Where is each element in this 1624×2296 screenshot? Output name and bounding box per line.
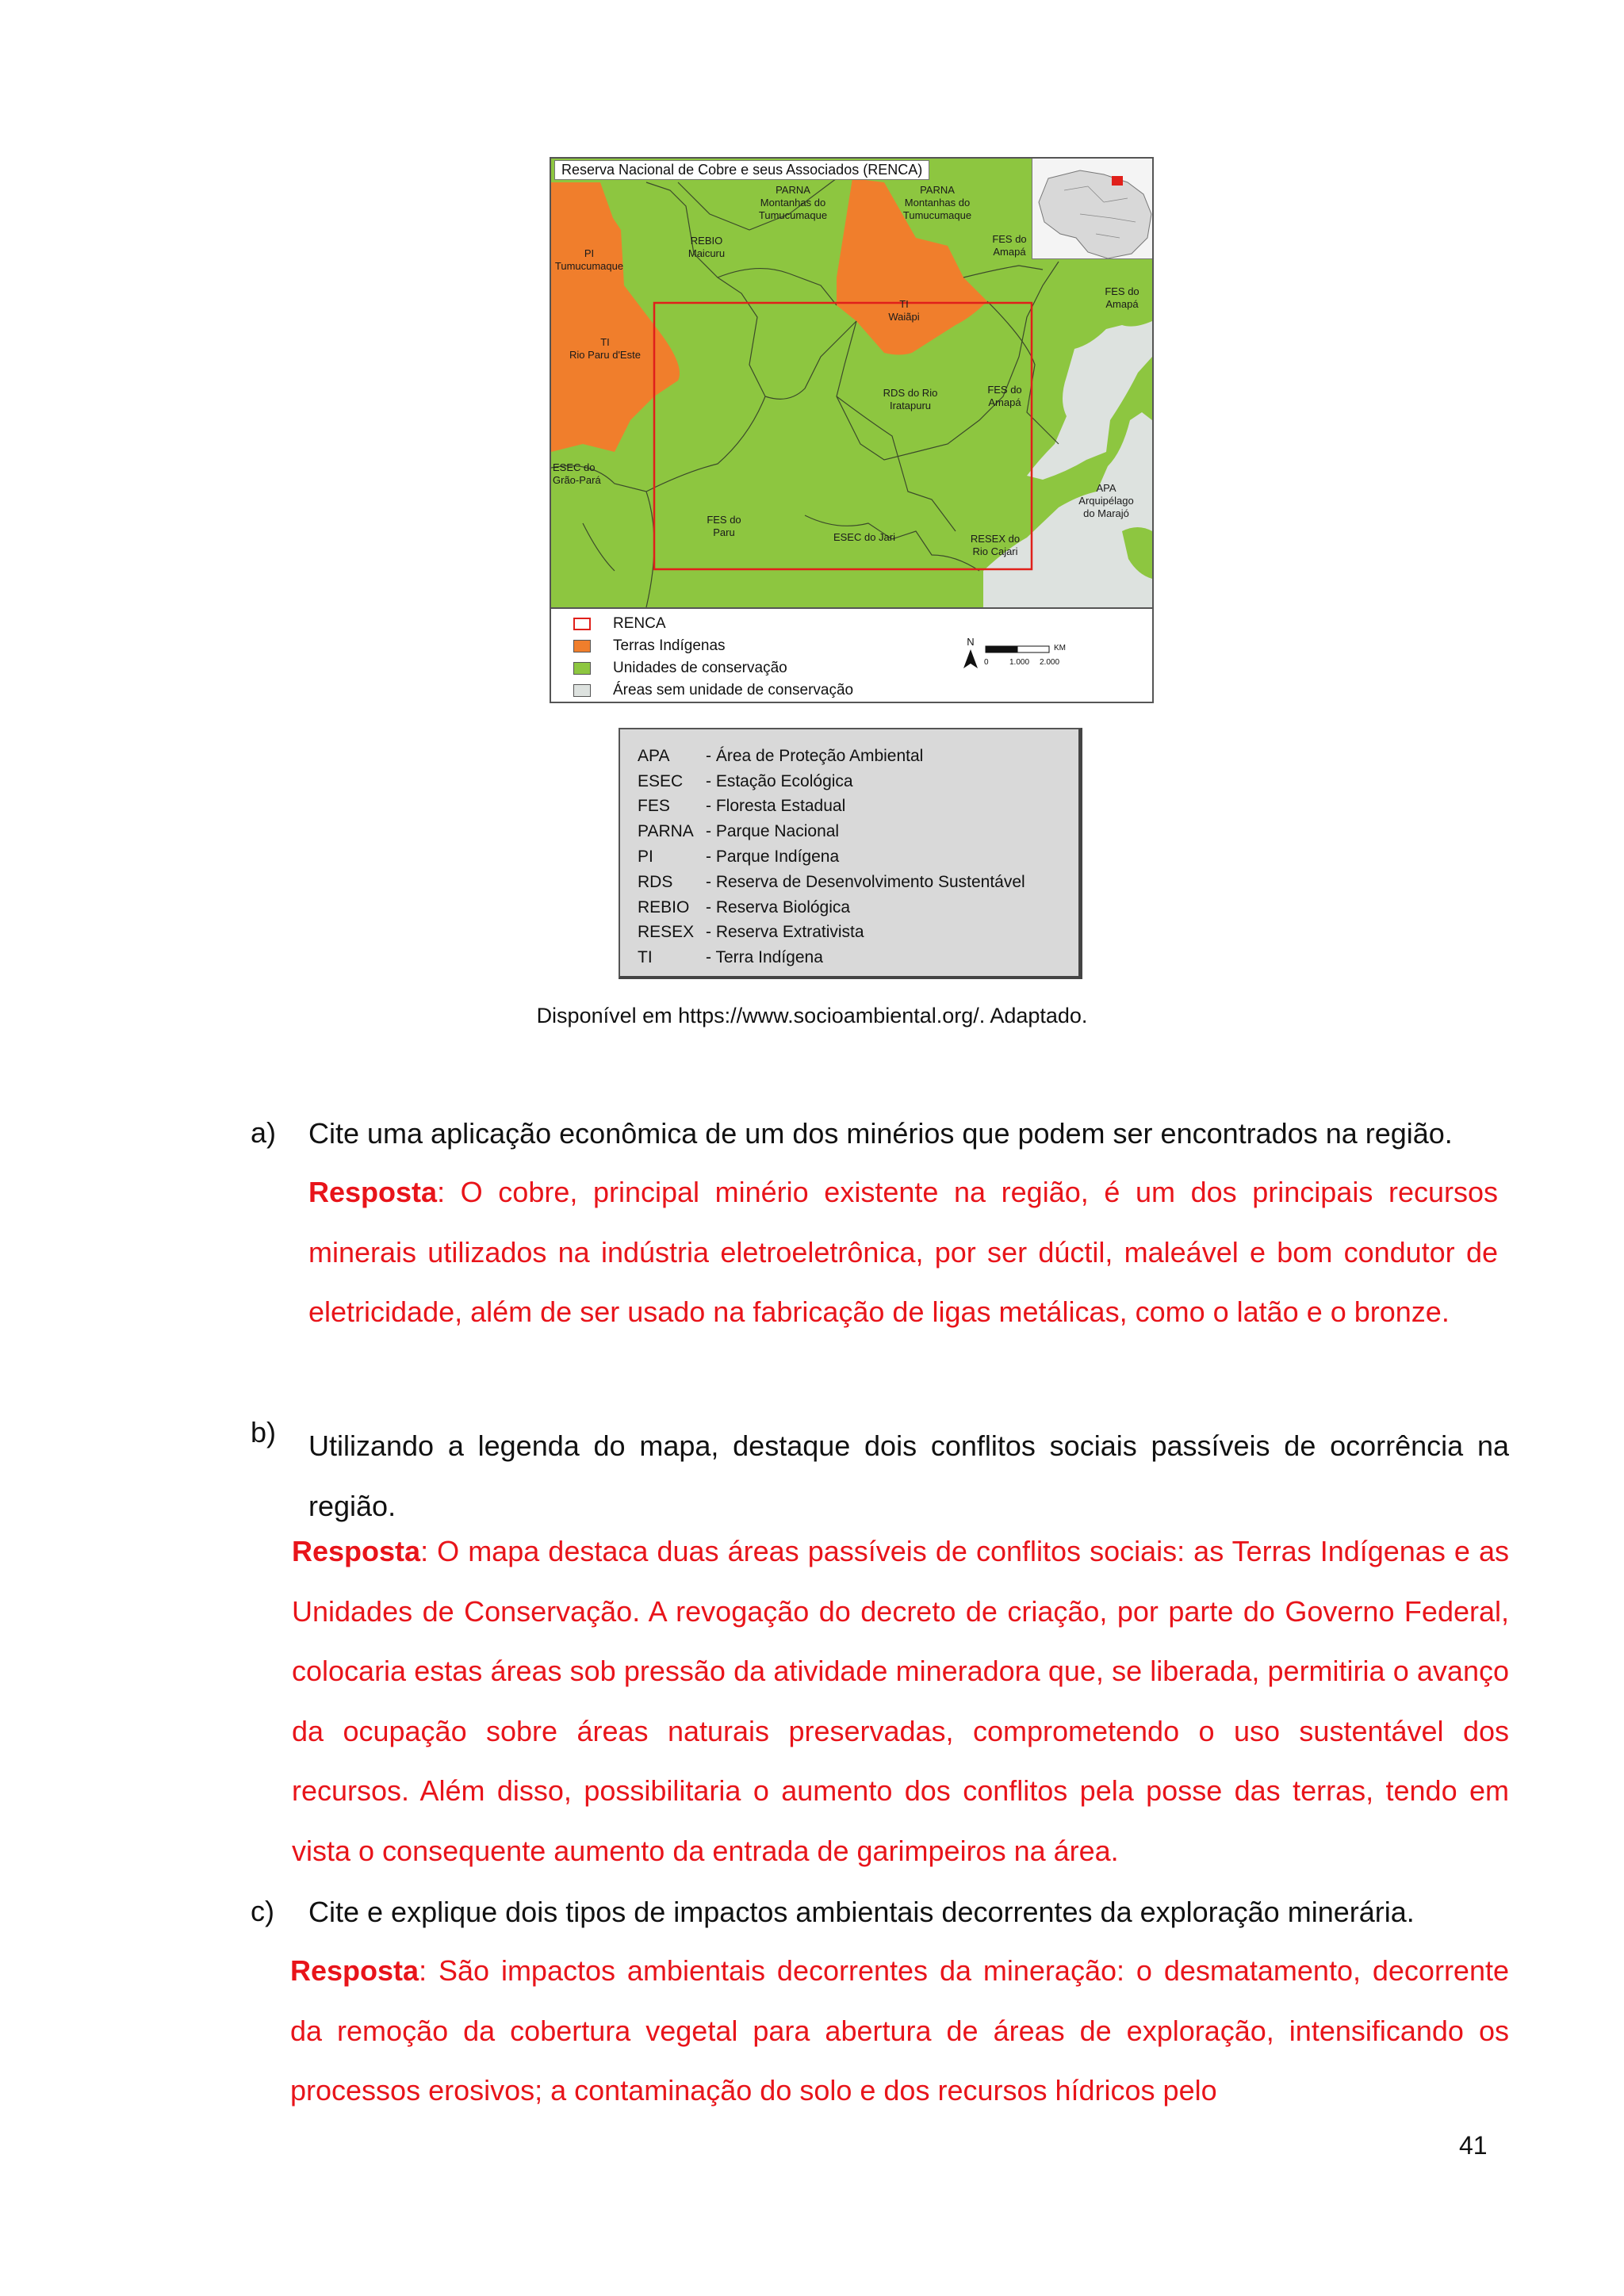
label-rebio-maicuru: REBIO Maicuru (688, 235, 726, 259)
legend-label: Unidades de conservação (613, 660, 787, 676)
answer-c-text: : São impactos ambientais decorrentes da mineração: o desmatamento, decorrente da remoção da cobertura vegetal para abertura de áreas de exploração, intensificando os processos erosivos; a contaminação do solo e dos recursos hídricos pelo (290, 1954, 1509, 2107)
answer-a (308, 1162, 1498, 1342)
abbrev-desc: - Reserva Extrativista (706, 923, 864, 942)
label-pi-tumucumaque: PI Tumucumaque (554, 247, 624, 272)
answer-b-label: Resposta (292, 1535, 421, 1567)
label-fes-amapa-2: FES do Amapá (1105, 285, 1139, 310)
abbrev-row (638, 920, 1078, 946)
label-apa-marajo: APA Arquipélago do Marajó (1078, 482, 1134, 519)
label-fes-paru: FES do Paru (707, 514, 741, 538)
label-fes-amapa-1: FES do Amapá (992, 233, 1027, 258)
legend-item-terras-indigenas (573, 636, 726, 656)
abbrev-code: RDS (638, 872, 673, 891)
abbrev-code: FES (638, 797, 670, 816)
abbrev-desc: - Estação Ecológica (706, 771, 853, 790)
page-number: 41 (1459, 2131, 1488, 2160)
label-ti-rio-paru: TI Rio Paru d'Este (569, 336, 641, 361)
abbreviations-box (619, 728, 1082, 979)
label-resex-cajari: RESEX do Rio Cajari (970, 533, 1021, 557)
legend-label: RENCA (613, 615, 666, 632)
inset-map-drawing (1032, 159, 1153, 258)
abbrev-code: PARNA (638, 822, 694, 841)
legend-item-unidades-conservacao (573, 658, 787, 679)
abbrev-desc: - Floresta Estadual (706, 797, 846, 816)
question-a-text: Cite uma aplicação econômica de um dos minérios que podem ser encontrados na região. (308, 1117, 1453, 1150)
answer-a-label: Resposta (308, 1176, 438, 1208)
question-c-letter: c) (251, 1895, 274, 1927)
label-parna-left: PARNA Montanhas do Tumucumaque (758, 184, 828, 221)
answer-c (290, 1941, 1509, 2121)
answer-b-text: : O mapa destaca duas áreas passíveis de conflitos sociais: as Terras Indígenas e as Unidades de Conservação. A revogação do decreto de criação, por parte do Governo Federal, colocaria estas áreas sob pressão da atividade mineradora que, se liberada, permitiria o avanço da ocupação sobre áreas naturais preservadas, comprometendo o uso sustentável dos recursos. Além disso, possibilitaria o aumento dos conflitos pela posse das terras, tendo em vista o consequente aumento da entrada de garimpeiros na área. (292, 1535, 1509, 1867)
legend-swatch-orange (573, 640, 591, 652)
north-arrow-glyph (959, 648, 982, 672)
label-esec-jari: ESEC do Jari (833, 531, 896, 543)
figure-caption: Disponível em https://www.socioambiental.org/. Adaptado. (536, 1004, 1088, 1027)
abbrev-desc: - Parque Indígena (706, 848, 840, 867)
legend-label: Áreas sem unidade de conservação (613, 682, 854, 698)
legend-swatch-gray (573, 684, 591, 697)
label-esec-grao-para: ESEC do Grão-Pará (553, 461, 601, 486)
label-parna-right: PARNA Montanhas do Tumucumaque (902, 184, 972, 221)
question-a-letter: a) (251, 1116, 277, 1149)
abbrev-row (638, 895, 1078, 920)
map-legend (551, 607, 1152, 703)
inset-brazil-map (1032, 159, 1153, 259)
abbrev-desc: - Parque Nacional (706, 822, 840, 841)
legend-item-areas-sem-unidade (573, 680, 853, 701)
abbrev-desc: - Reserva de Desenvolvimento Sustentável (706, 872, 1025, 891)
abbrev-desc: - Terra Indígena (706, 948, 823, 967)
question-b-letter: b) (251, 1416, 277, 1448)
scale-bar (984, 644, 1111, 675)
legend-label: Terras Indígenas (613, 637, 726, 654)
abbrev-row (638, 870, 1078, 895)
abbrev-code: APA (638, 746, 670, 765)
map-title: Reserva Nacional de Cobre e seus Associados (RENCA) (554, 160, 929, 180)
scale-tick-0: 0 (984, 658, 989, 667)
abbrev-row (638, 945, 1078, 970)
abbrev-code: TI (638, 948, 653, 967)
abbrev-row (638, 844, 1078, 870)
abbrev-desc: - Área de Proteção Ambiental (706, 746, 924, 765)
abbrev-code: REBIO (638, 897, 690, 916)
question-c-text: Cite e explique dois tipos de impactos ambientais decorrentes da exploração minerária. (308, 1896, 1415, 1928)
label-ti-waiapi: TI Waiãpi (888, 298, 920, 323)
scale-tick-1: 1.000 (1009, 658, 1030, 667)
abbrev-row (638, 794, 1078, 820)
scale-tick-2: 2.000 (1040, 658, 1060, 667)
abbrev-code: RESEX (638, 923, 695, 942)
answer-b (292, 1521, 1509, 1881)
label-fes-amapa-3: FES do Amapá (987, 384, 1022, 408)
abbrev-code: PI (638, 848, 653, 867)
abbrev-row (638, 744, 1078, 769)
abbrev-desc: - Reserva Biológica (706, 897, 851, 916)
scale-unit: KM (1054, 644, 1066, 652)
abbrev-code: ESEC (638, 771, 684, 790)
legend-item-renca (573, 614, 666, 634)
abbrev-row (638, 819, 1078, 844)
renca-map-figure (550, 157, 1154, 703)
answer-c-label: Resposta (290, 1954, 419, 1987)
north-label: N (967, 636, 975, 648)
answer-a-text: : O cobre, principal minério existente na região, é um dos principais recursos minerais utilizados na indústria eletroeletrônica, por ser dúctil, maleável e bom condutor de eletricidade, além de ser usado na fabricação de ligas metálicas, como o latão e o bronze. (308, 1176, 1498, 1328)
legend-swatch-green (573, 662, 591, 675)
label-rds-iratapuru: RDS do Rio Iratapuru (883, 387, 938, 411)
question-b-text: Utilizando a legenda do mapa, destaque dois conflitos sociais passíveis de ocorrência na região. (308, 1429, 1509, 1522)
north-arrow-icon (959, 636, 982, 675)
abbrev-row (638, 769, 1078, 794)
scale-bar-graphic (984, 644, 1111, 656)
legend-swatch-renca (573, 618, 591, 630)
